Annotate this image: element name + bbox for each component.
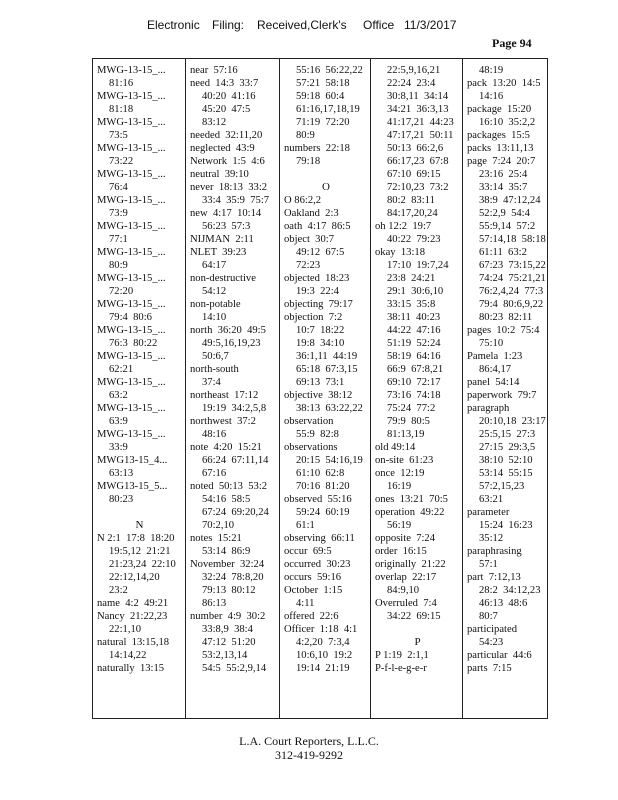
index-reference: 79:18: [296, 156, 321, 167]
index-entry: noted 50:13 53:2: [190, 481, 268, 492]
header-filing: Filing:: [212, 18, 245, 32]
index-reference: 79:4 80:6,9,22: [479, 299, 544, 310]
index-reference: 48:19: [479, 65, 504, 76]
index-reference: 66:17,23 67:8: [387, 156, 449, 167]
index-entry: number 4:9 30:2: [190, 611, 266, 622]
index-entry: northeast 17:12: [190, 390, 259, 401]
index-reference: 35:12: [479, 533, 504, 544]
section-letter: N: [135, 519, 144, 531]
index-reference: 56:23 57:3: [202, 221, 251, 232]
index-reference: 79:13 80:12: [202, 585, 256, 596]
index-reference: 36:1,11 44:19: [296, 351, 358, 362]
index-entry: part 7:12,13: [467, 572, 521, 583]
index-reference: 55:9,14 57:2: [479, 221, 536, 232]
index-reference: 58:19 64:16: [387, 351, 441, 362]
index-reference: 84:9,10: [387, 585, 420, 596]
index-reference: 76:4: [109, 182, 128, 193]
index-entry: MWG13-15_5...: [97, 481, 168, 492]
index-reference: 53:14 55:15: [479, 468, 533, 479]
index-reference: 19:8 34:10: [296, 338, 345, 349]
index-reference: 17:10 19:7,24: [387, 260, 449, 271]
index-entry: on-site 61:23: [375, 455, 434, 466]
section-letter: O: [322, 181, 330, 193]
index-entry: occurs 59:16: [284, 572, 342, 583]
index-reference: 14:16: [479, 91, 504, 102]
index-reference: 86:13: [202, 598, 227, 609]
section-letter: P: [414, 636, 421, 648]
index-reference: 14:14,22: [109, 650, 147, 661]
index-reference: 48:16: [202, 429, 227, 440]
index-entry: MWG-13-15_...: [97, 325, 166, 336]
index-entry: MWG13-15_4...: [97, 455, 168, 466]
index-reference: 63:21: [479, 494, 504, 505]
index-reference: 80:2 83:11: [387, 195, 435, 206]
index-entry: November 32:24: [190, 559, 265, 570]
index-reference: 38:11 40:23: [387, 312, 441, 323]
index-reference: 76:2,4,24 77:3: [479, 286, 544, 297]
index-entry: paperwork 79:7: [467, 390, 537, 401]
index-entry: oath 4:17 86:5: [284, 221, 351, 232]
index-entry: natural 13:15,18: [97, 637, 170, 648]
index-reference: 67:10 69:15: [387, 169, 441, 180]
footer-company: L.A. Court Reporters, L.L.C.: [239, 734, 379, 748]
filing-header: [0, 18, 618, 38]
index-reference: 57:1: [479, 559, 498, 570]
index-entry: Oakland 2:3: [284, 208, 339, 219]
index-entry: MWG-13-15_...: [97, 429, 166, 440]
index-reference: 33:8,9 38:4: [202, 624, 253, 635]
header-electronic: Electronic: [147, 18, 200, 32]
index-entry: ones 13:21 70:5: [375, 494, 448, 505]
index-reference: 77:1: [109, 234, 128, 245]
index-reference: 63:2: [109, 390, 128, 401]
index-reference: 61:11 63:2: [479, 247, 527, 258]
index-reference: 20:10,18 23:17: [479, 416, 546, 427]
index-column: [370, 59, 463, 718]
index-reference: 23:16 25:4: [479, 169, 528, 180]
index-entry: occur 69:5: [284, 546, 332, 557]
index-entry: observation: [284, 416, 334, 427]
index-reference: 50:13 66:2,6: [387, 143, 444, 154]
index-entry: pages 10:2 75:4: [467, 325, 540, 336]
index-reference: 80:7: [479, 611, 498, 622]
index-entry: observations: [284, 442, 338, 453]
index-entry: objective 38:12: [284, 390, 353, 401]
index-entry: northwest 37:2: [190, 416, 256, 427]
index-entry: N 2:1 17:8 18:20: [97, 533, 175, 544]
index-entry: observed 55:16: [284, 494, 352, 505]
index-entry: page 7:24 20:7: [467, 156, 536, 167]
index-entry: packs 13:11,13: [467, 143, 534, 154]
index-reference: 83:12: [202, 117, 227, 128]
index-entry: package 15:20: [467, 104, 532, 115]
index-entry: MWG-13-15_...: [97, 221, 166, 232]
index-reference: 29:1 30:6,10: [387, 286, 444, 297]
index-entry: occurred 30:23: [284, 559, 351, 570]
index-reference: 44:22 47:16: [387, 325, 441, 336]
index-reference: 69:13 73:1: [296, 377, 345, 388]
index-entry: panel 54:14: [467, 377, 520, 388]
index-entry: Officer 1:18 4:1: [284, 624, 358, 635]
index-entry: MWG-13-15_...: [97, 91, 166, 102]
index-reference: 38:13 63:22,22: [296, 403, 363, 414]
index-reference: 71:19 72:20: [296, 117, 350, 128]
index-reference: 56:19: [387, 520, 412, 531]
index-reference: 86:4,17: [479, 364, 512, 375]
index-reference: 65:18 67:3,15: [296, 364, 358, 375]
index-reference: 50:6,7: [202, 351, 229, 362]
index-reference: 72:20: [109, 286, 134, 297]
index-entry: objected 18:23: [284, 273, 350, 284]
index-entry: parts 7:15: [467, 663, 512, 674]
index-entry: MWG-13-15_...: [97, 247, 166, 258]
index-entry: MWG-13-15_...: [97, 273, 166, 284]
index-reference: 80:23 82:11: [479, 312, 533, 323]
index-reference: 20:15 54:16,19: [296, 455, 363, 466]
index-entry: originally 21:22: [375, 559, 446, 570]
index-reference: 67:23 73:15,22: [479, 260, 546, 271]
index-entry: north-south: [190, 364, 239, 375]
index-entry: neutral 39:10: [190, 169, 249, 180]
index-entry: overlap 22:17: [375, 572, 437, 583]
index-entry: north 36:20 49:5: [190, 325, 266, 336]
index-entry: pack 13:20 14:5: [467, 78, 541, 89]
index-reference: 67:16: [202, 468, 227, 479]
index-reference: 64:17: [202, 260, 227, 271]
index-table: [92, 58, 548, 719]
index-entry: name 4:2 49:21: [97, 598, 169, 609]
index-reference: 15:24 16:23: [479, 520, 533, 531]
index-reference: 53:14 86:9: [202, 546, 251, 557]
index-reference: 46:13 48:6: [479, 598, 528, 609]
index-reference: 61:16,17,18,19: [296, 104, 360, 115]
index-entry: Network 1:5 4:6: [190, 156, 265, 167]
index-entry: non-potable: [190, 299, 241, 310]
index-reference: 25:5,15 27:3: [479, 429, 536, 440]
index-entry: MWG-13-15_...: [97, 65, 166, 76]
index-reference: 81:18: [109, 104, 134, 115]
index-entry: paraphrasing: [467, 546, 522, 557]
index-column: [93, 59, 185, 718]
header-office: Office: [363, 18, 395, 32]
index-reference: 19:14 21:19: [296, 663, 350, 674]
index-reference: 62:21: [109, 364, 134, 375]
index-reference: 55:9 82:8: [296, 429, 339, 440]
index-reference: 63:13: [109, 468, 134, 479]
index-reference: 57:2,15,23: [479, 481, 525, 492]
index-entry: observing 66:11: [284, 533, 355, 544]
index-reference: 40:22 79:23: [387, 234, 441, 245]
index-reference: 33:15 35:8: [387, 299, 436, 310]
index-reference: 40:20 41:16: [202, 91, 256, 102]
index-reference: 80:23: [109, 494, 134, 505]
index-entry: MWG-13-15_...: [97, 351, 166, 362]
index-entry: paragraph: [467, 403, 510, 414]
index-reference: 4:2,20 7:3,4: [296, 637, 350, 648]
index-reference: 38:10 52:10: [479, 455, 533, 466]
index-entry: object 30:7: [284, 234, 335, 245]
index-entry: MWG-13-15_...: [97, 195, 166, 206]
index-reference: 19:5,12 21:21: [109, 546, 171, 557]
index-reference: 19:3 22:4: [296, 286, 339, 297]
spacer: [375, 623, 460, 636]
spacer: [284, 168, 368, 181]
index-reference: 16:19: [387, 481, 412, 492]
index-entry: numbers 22:18: [284, 143, 350, 154]
spacer: [97, 506, 182, 519]
index-reference: 54:5 55:2,9,14: [202, 663, 267, 674]
index-reference: 53:2,13,14: [202, 650, 248, 661]
index-reference: 23:2: [109, 585, 128, 596]
index-entry: October 1:15: [284, 585, 343, 596]
index-reference: 63:9: [109, 416, 128, 427]
index-reference: 28:2 34:12,23: [479, 585, 541, 596]
index-entry: operation 49:22: [375, 507, 445, 518]
index-entry: new 4:17 10:14: [190, 208, 262, 219]
index-entry: MWG-13-15_...: [97, 143, 166, 154]
index-entry: need 14:3 33:7: [190, 78, 259, 89]
index-entry: O 86:2,2: [284, 195, 322, 206]
index-entry: MWG-13-15_...: [97, 403, 166, 414]
index-reference: 38:9 47:12,24: [479, 195, 541, 206]
index-entry: objecting 79:17: [284, 299, 353, 310]
index-reference: 34:22 69:15: [387, 611, 441, 622]
index-reference: 37:4: [202, 377, 221, 388]
index-reference: 32:24 78:8,20: [202, 572, 264, 583]
index-entry: NIJMAN 2:11: [190, 234, 254, 245]
index-reference: 27:15 29:3,5: [479, 442, 536, 453]
index-reference: 22:12,14,20: [109, 572, 160, 583]
index-reference: 30:8,11 34:14: [387, 91, 449, 102]
index-reference: 19:19 34:2,5,8: [202, 403, 267, 414]
index-entry: objection 7:2: [284, 312, 343, 323]
index-entry: never 18:13 33:2: [190, 182, 268, 193]
index-entry: parameter: [467, 507, 510, 518]
index-entry: Nancy 21:22,23: [97, 611, 168, 622]
index-entry: opposite 7:24: [375, 533, 436, 544]
index-reference: 76:3 80:22: [109, 338, 158, 349]
index-reference: 66:9 67:8,21: [387, 364, 444, 375]
index-reference: 33:9: [109, 442, 128, 453]
index-entry: naturally 13:15: [97, 663, 165, 674]
index-column: [185, 59, 280, 718]
index-reference: 41:17,21 44:23: [387, 117, 454, 128]
index-entry: okay 13:18: [375, 247, 426, 258]
index-reference: 66:24 67:11,14: [202, 455, 269, 466]
index-entry: needed 32:11,20: [190, 130, 263, 141]
index-entry: Overruled 7:4: [375, 598, 437, 609]
index-entry: non-destructive: [190, 273, 256, 284]
index-entry: Pamela 1:23: [467, 351, 523, 362]
index-entry: MWG-13-15_...: [97, 117, 166, 128]
header-date: 11/3/2017: [404, 18, 457, 32]
index-reference: 80:9: [296, 130, 315, 141]
index-reference: 23:8 24:21: [387, 273, 436, 284]
index-column: [279, 59, 371, 718]
index-reference: 59:24 60:19: [296, 507, 350, 518]
index-reference: 55:16 56:22,22: [296, 65, 363, 76]
index-reference: 49:5,16,19,23: [202, 338, 261, 349]
index-reference: 79:4 80:6: [109, 312, 152, 323]
index-reference: 84:17,20,24: [387, 208, 438, 219]
index-reference: 10:6,10 19:2: [296, 650, 353, 661]
index-reference: 57:14,18 58:18: [479, 234, 546, 245]
index-entry: MWG-13-15_...: [97, 169, 166, 180]
index-reference: 59:18 60:4: [296, 91, 345, 102]
index-reference: 70:2,10: [202, 520, 235, 531]
index-entry: participated: [467, 624, 517, 635]
index-entry: NLET 39:23: [190, 247, 247, 258]
index-reference: 16:10 35:2,2: [479, 117, 536, 128]
index-reference: 45:20 47:5: [202, 104, 251, 115]
index-reference: 70:16 81:20: [296, 481, 350, 492]
index-reference: 72:10,23 73:2: [387, 182, 449, 193]
index-reference: 47:17,21 50:11: [387, 130, 454, 141]
index-reference: 54:12: [202, 286, 227, 297]
index-entry: P 1:19 2:1,1: [375, 650, 429, 661]
index-entry: old 49:14: [375, 442, 416, 453]
index-reference: 33:14 35:7: [479, 182, 528, 193]
index-entry: note 4:20 15:21: [190, 442, 262, 453]
index-reference: 79:9 80:5: [387, 416, 430, 427]
index-reference: 67:24 69:20,24: [202, 507, 269, 518]
index-entry: notes 15:21: [190, 533, 242, 544]
index-entry: oh 12:2 19:7: [375, 221, 432, 232]
index-entry: offered 22:6: [284, 611, 339, 622]
index-reference: 73:9: [109, 208, 128, 219]
index-entry: neglected 43:9: [190, 143, 255, 154]
index-reference: 80:9: [109, 260, 128, 271]
index-reference: 47:12 51:20: [202, 637, 256, 648]
index-entry: MWG-13-15_...: [97, 299, 166, 310]
index-reference: 81:16: [109, 78, 134, 89]
index-reference: 49:12 67:5: [296, 247, 345, 258]
index-reference: 54:16 58:5: [202, 494, 251, 505]
footer-phone: 312-419-9292: [275, 748, 343, 762]
index-reference: 75:24 77:2: [387, 403, 436, 414]
index-reference: 74:24 75:21,21: [479, 273, 546, 284]
index-reference: 33:4 35:9 75:7: [202, 195, 270, 206]
index-reference: 81:13,19: [387, 429, 425, 440]
index-reference: 73:5: [109, 130, 128, 141]
index-reference: 22:1,10: [109, 624, 142, 635]
index-reference: 73:22: [109, 156, 134, 167]
index-entry: once 12:19: [375, 468, 425, 479]
index-reference: 73:16 74:18: [387, 390, 441, 401]
index-entry: MWG-13-15_...: [97, 377, 166, 388]
index-reference: 54:23: [479, 637, 504, 648]
index-entry: P-f-l-e-g-e-r: [375, 663, 427, 674]
index-column: [462, 59, 548, 718]
header-received: Received,Clerk's: [257, 18, 347, 32]
index-entry: order 16:15: [375, 546, 427, 557]
index-reference: 21:23,24 22:10: [109, 559, 176, 570]
index-reference: 52:2,9 54:4: [479, 208, 530, 219]
index-reference: 69:10 72:17: [387, 377, 441, 388]
index-reference: 34:21 36:3,13: [387, 104, 449, 115]
index-reference: 22:5,9,16,21: [387, 65, 441, 76]
index-reference: 75:10: [479, 338, 504, 349]
index-reference: 72:23: [296, 260, 321, 271]
index-reference: 57:21 58:18: [296, 78, 350, 89]
index-entry: packages 15:5: [467, 130, 530, 141]
page-number: Page 94: [492, 36, 532, 50]
index-entry: near 57:16: [190, 65, 238, 76]
index-reference: 51:19 52:24: [387, 338, 441, 349]
index-reference: 4:11: [296, 598, 315, 609]
index-reference: 61:10 62:8: [296, 468, 345, 479]
index-reference: 14:10: [202, 312, 227, 323]
index-reference: 61:1: [296, 520, 315, 531]
index-entry: particular 44:6: [467, 650, 532, 661]
index-reference: 10:7 18:22: [296, 325, 345, 336]
index-reference: 22:24 23:4: [387, 78, 436, 89]
